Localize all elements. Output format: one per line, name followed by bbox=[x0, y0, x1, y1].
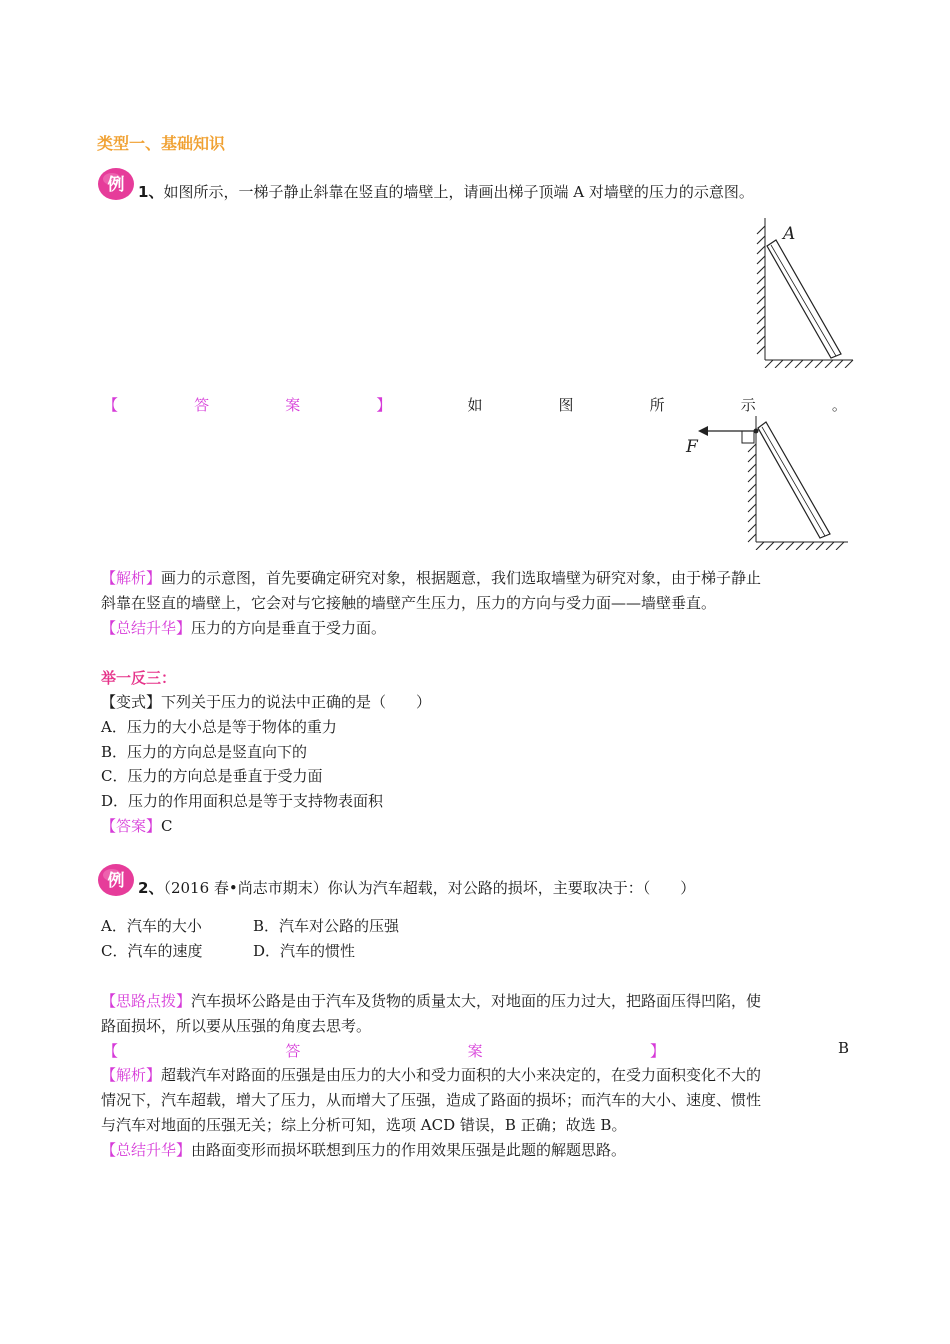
summary-2: 【总结升华】由路面变形而损坏联想到压力的作用效果压强是此题的解题思路。 bbox=[101, 1141, 627, 1159]
summary-1: 【总结升华】压力的方向是垂直于受力面。 bbox=[101, 619, 387, 637]
force-figure bbox=[680, 414, 852, 550]
analysis-2-line-3: 与汽车对地面的压强无关；综上分析可知，选项 ACD 错误，B 正确；故选 B。 bbox=[101, 1116, 627, 1134]
point-a-label: A bbox=[783, 224, 796, 244]
variant-option-c: C．压力的方向总是垂直于受力面 bbox=[101, 767, 323, 785]
variant-option-b: B．压力的方向总是竖直向下的 bbox=[101, 743, 308, 761]
answer-2-line: 【 答 案 】 bbox=[103, 1042, 665, 1060]
answer-2-value: B bbox=[838, 1039, 850, 1057]
variant-option-a: A．压力的大小总是等于物体的重力 bbox=[101, 718, 337, 736]
analysis-2-line-2: 情况下，汽车超载，增大了压力，从而增大了压强，造成了路面的损坏；而汽车的大小、速度、惯性 bbox=[101, 1091, 762, 1109]
analysis-1-line-1: 【解析】画力的示意图，首先要确定研究对象，根据题意，我们选取墙壁为研究对象，由于梯子静止 bbox=[101, 569, 762, 587]
answer-1-line: 【 答 案 】 如 图 所 示 。 bbox=[103, 396, 847, 414]
svg-text:例: 例 bbox=[107, 871, 125, 891]
section-title: 类型一、基础知识 bbox=[97, 134, 226, 153]
summary-tag: 【总结升华】 bbox=[101, 619, 192, 637]
analysis-tag: 【解析】 bbox=[101, 1066, 162, 1084]
variant-heading: 举一反三： bbox=[101, 669, 177, 687]
q2-option-a: A．汽车的大小 bbox=[101, 917, 202, 935]
example-badge-icon bbox=[97, 166, 137, 202]
variant-option-d: D．压力的作用面积总是等于支持物表面积 bbox=[101, 792, 384, 810]
hint-line-2: 路面损坏，所以要从压强的角度去思考。 bbox=[101, 1017, 372, 1035]
question-1: 1、如图所示，一梯子静止斜靠在竖直的墙壁上，请画出梯子顶端 A 对墙壁的压力的示意图。 bbox=[138, 183, 754, 201]
q2-option-d: D．汽车的惯性 bbox=[253, 942, 356, 960]
ladder-figure bbox=[745, 212, 855, 368]
hint-tag: 【思路点拨】 bbox=[101, 992, 192, 1010]
question-text: 如图所示，一梯子静止斜靠在竖直的墙壁上，请画出梯子顶端 A 对墙壁的压力的示意图。 bbox=[163, 183, 754, 201]
variant-tag: 【变式】 bbox=[101, 693, 162, 711]
hint-line-1: 【思路点拨】汽车损坏公路是由于汽车及货物的质量太大，对地面的压力过大，把路面压得凹陷，使 bbox=[101, 992, 762, 1010]
analysis-1-line-2: 斜靠在竖直的墙壁上，它会对与它接触的墙壁产生压力，压力的方向与受力面——墙壁垂直。 bbox=[101, 594, 717, 612]
analysis-2-line-1: 【解析】超载汽车对路面的压强是由压力的大小和受力面积的大小来决定的，在受力面积变化不大的 bbox=[101, 1066, 762, 1084]
summary-tag: 【总结升华】 bbox=[101, 1141, 192, 1159]
variant-question: 【变式】下列关于压力的说法中正确的是（ ） bbox=[101, 693, 432, 711]
q2-option-b: B．汽车对公路的压强 bbox=[253, 917, 400, 935]
question-text: （2016 春•尚志市期末）你认为汽车超载，对公路的损坏，主要取决于：（ ） bbox=[163, 879, 696, 897]
variant-answer: 【答案】C bbox=[101, 817, 173, 835]
q2-option-c: C．汽车的速度 bbox=[101, 942, 203, 960]
variant-answer-tag: 【答案】 bbox=[101, 817, 162, 835]
analysis-tag: 【解析】 bbox=[101, 569, 162, 587]
question-2: 2、（2016 春•尚志市期末）你认为汽车超载，对公路的损坏，主要取决于：（ ） bbox=[138, 879, 696, 897]
force-f-label: F bbox=[686, 437, 698, 457]
example-badge-icon bbox=[97, 862, 137, 898]
question-number: 1 bbox=[138, 183, 149, 201]
badge-label: 例 bbox=[107, 175, 125, 195]
question-number: 2 bbox=[138, 879, 149, 897]
